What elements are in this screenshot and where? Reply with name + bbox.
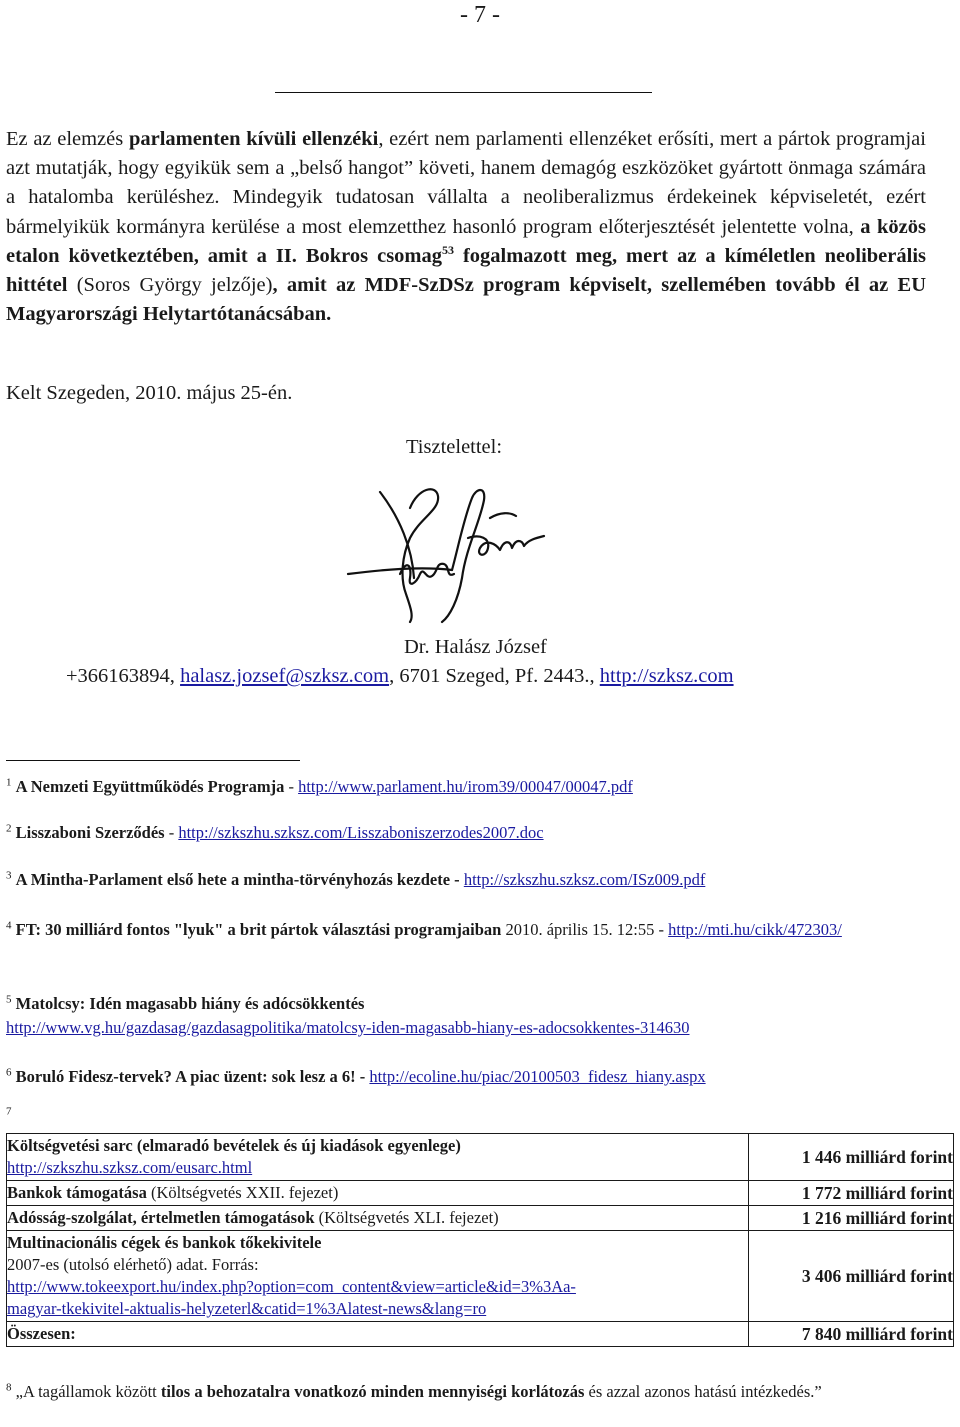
footnote-1	[6, 775, 926, 799]
amount-cell: 3 406 milliárd forint	[749, 1231, 954, 1322]
website-link[interactable]: http://szksz.com	[599, 665, 734, 687]
body-text: , ezért nem parlamenti ellenzéket erősíti, mert a pártok programjai azt mutatják, hogy egyikük sem a „belső hangot” követi, hanem demagóg eszközöket gyártott önmaga számára a hatalomba kerüléshez. Mindegyik tudatosan vállalta a neoliberalizmus érdekeinek képviseletét, ezért bármelyikük kormányra kerülése a most elemzetthez hasonló program előterjesztését jelentette volna,	[6, 128, 926, 238]
table-row	[7, 1322, 954, 1347]
footnote-link[interactable]: http://szkszhu.szksz.com/ISz009.pdf	[463, 870, 706, 889]
row-note: (Költségvetés XLI. fejezet)	[314, 1208, 499, 1227]
footnote-number: 6	[6, 1066, 12, 1079]
footnote-separator-text: -	[284, 777, 299, 796]
handwritten-signature	[340, 478, 560, 628]
footnote-5	[6, 992, 926, 1040]
row-title: Bankok támogatása	[7, 1183, 147, 1202]
amount-cell: 1 772 milliárd forint	[749, 1181, 954, 1206]
table-cell	[7, 1322, 749, 1347]
body-text: Ez az elemzés	[6, 128, 129, 150]
footnote-number: 5	[6, 993, 12, 1006]
footnote-link[interactable]: http://mti.hu/cikk/472303/	[668, 920, 842, 939]
header-rule	[275, 92, 652, 93]
footnote-title: A Mintha-Parlament első hete a mintha-törvényhozás kezdete -	[15, 870, 460, 889]
footnote-2	[6, 821, 926, 845]
row-link[interactable]: http://www.tokeexport.hu/index.php?option=com_content&view=article&id=3%3Aa-	[7, 1277, 576, 1296]
footnote-link[interactable]: http://ecoline.hu/piac/20100503_fidesz_hiany.aspx	[369, 1067, 706, 1086]
footnote-8	[6, 1380, 926, 1404]
amount-cell: 1 216 milliárd forint	[749, 1206, 954, 1231]
main-paragraph	[6, 125, 926, 329]
footnote-title: Matolcsy: Idén magasabb hiány és adócsökkentés	[15, 994, 365, 1013]
footnote-number: 2	[6, 822, 12, 835]
table-cell	[7, 1134, 749, 1181]
table-cell	[7, 1181, 749, 1206]
footnote-link[interactable]: http://www.parlament.hu/irom39/00047/00047.pdf	[298, 777, 633, 796]
body-emphasis: parlamenten kívüli ellenzéki	[128, 128, 379, 150]
footnote-title: Boruló Fidesz-tervek? A piac üzent: sok lesz a 6! -	[15, 1067, 366, 1086]
signer-name: Dr. Halász József	[404, 636, 547, 658]
table-row	[7, 1181, 954, 1206]
email-link[interactable]: halasz.jozsef@szksz.com	[180, 665, 390, 687]
amount-cell: 7 840 milliárd forint	[749, 1322, 954, 1347]
footnote-text: és azzal azonos hatású intézkedés.”	[584, 1382, 822, 1401]
footnote-6	[6, 1065, 926, 1089]
footnote-3	[6, 868, 926, 892]
table-row	[7, 1134, 954, 1181]
body-text: (Soros György jelzője)	[67, 274, 273, 297]
footnote-separator	[6, 760, 300, 761]
row-title: Adósság-szolgálat, értelmetlen támogatások	[7, 1208, 315, 1227]
footnote-number: 3	[6, 869, 12, 882]
footnote-4	[6, 918, 926, 942]
footnote-title: A Nemzeti Együttműködés Programja	[15, 777, 285, 796]
row-title: Multinacionális cégek és bankok tőkekivitele	[7, 1233, 322, 1252]
footnote-emphasis: tilos a behozatalra vonatkozó minden mennyiségi korlátozás	[160, 1382, 585, 1401]
body-emphasis: fogalmazott meg, mert az a kíméletlen neoliberális hittétel	[6, 244, 926, 297]
row-note: 2007-es (utolsó elérhető) adat. Forrás:	[7, 1255, 259, 1274]
footnote-title: FT: 30 milliárd fontos "lyuk" a brit pártok választási programjaiban	[15, 920, 502, 939]
row-link[interactable]: http://szkszhu.szksz.com/eusarc.html	[7, 1158, 253, 1177]
table-cell	[7, 1231, 749, 1322]
row-title: Költségvetési sarc (elmaradó bevételek és új kiadások egyenlege)	[7, 1136, 461, 1155]
footnote-7	[6, 1104, 926, 1128]
amount-cell: 1 446 milliárd forint	[749, 1134, 954, 1181]
row-title: Összesen:	[7, 1324, 76, 1343]
footnote-ref[interactable]: 53	[442, 242, 454, 257]
body-emphasis: , amit az MDF-SzDSz program képviselt, szellemében tovább él az EU Magyarországi Helytartótanácsában.	[6, 274, 926, 326]
footnote-separator-text: -	[164, 823, 179, 842]
footnote-number: 1	[6, 776, 12, 789]
row-note: (Költségvetés XXII. fejezet)	[146, 1183, 339, 1202]
footnote-number: 8	[6, 1381, 12, 1394]
footnote-link[interactable]: http://szkszhu.szksz.com/Lisszaboniszerzodes2007.doc	[178, 823, 544, 842]
page-number: - 7 -	[460, 2, 500, 28]
footnote-text: „A tagállamok között	[11, 1382, 161, 1401]
footnote-date: 2010. április 15. 12:55 -	[501, 920, 669, 939]
footnote-number: 4	[6, 919, 12, 932]
table-row	[7, 1206, 954, 1231]
footnote-link[interactable]: http://www.vg.hu/gazdasag/gazdasagpolitika/matolcsy-iden-magasabb-hiany-es-adocsokkentes-314630	[6, 1018, 690, 1037]
body-emphasis: a közös etalon következtében, amit a II. Bokros csomag	[6, 215, 926, 267]
postal-address: , 6701 Szeged, Pf. 2443.,	[389, 665, 600, 687]
table-cell	[7, 1206, 749, 1231]
row-link[interactable]: magyar-tkekivitel-aktualis-helyzeterl&catid=1%3Alatest-news&lang=ro	[7, 1299, 487, 1318]
footnote-number: 7	[6, 1105, 12, 1118]
footnote-title: Lisszaboni Szerződés	[15, 823, 165, 842]
closing-salutation: Tisztelettel:	[406, 436, 503, 458]
phone-number: +366163894,	[66, 665, 181, 687]
date-line: Kelt Szegeden, 2010. május 25-én.	[6, 382, 293, 404]
contact-line	[66, 665, 734, 688]
table-row	[7, 1231, 954, 1322]
budget-table	[6, 1133, 954, 1347]
